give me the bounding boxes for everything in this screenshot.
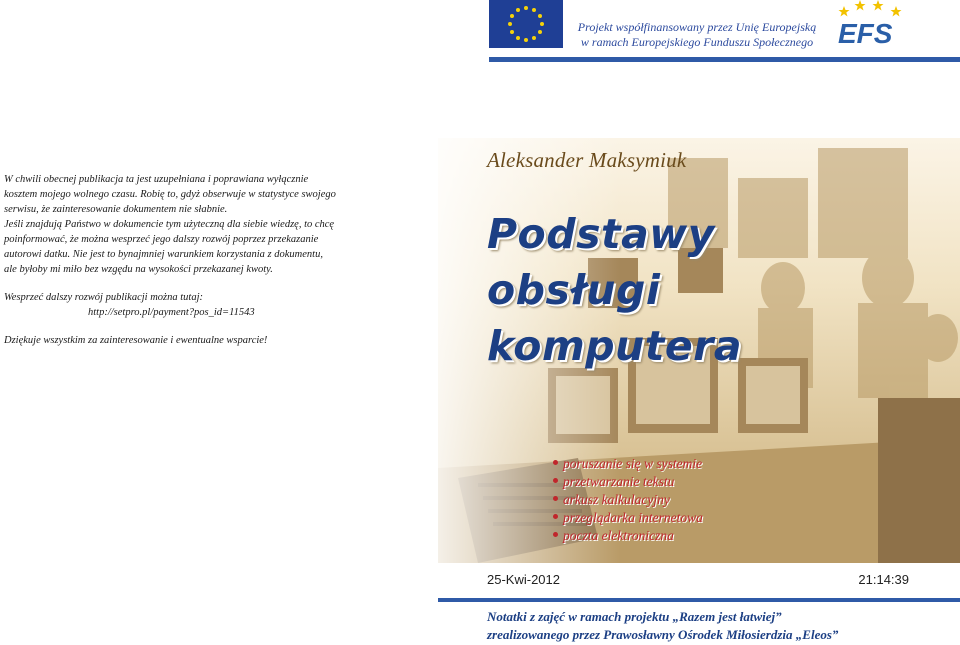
list-item [553,527,703,545]
bullet-icon [553,532,558,537]
notes-line2: zrealizowanego przez Prawosławny Ośrodek Miłosierdzia „Eleos” [487,627,839,642]
support-label: Wesprzeć dalszy rozwój publikacji można tutaj: [4,292,204,303]
book-title-line2: obsługi [487,266,661,314]
notice-text: serwisu, że zainteresowanie dokumentem nie słabnie. [4,204,228,215]
bullet-icon [553,496,558,501]
topic-label: poruszanie się w systemie [563,456,703,471]
list-item [553,509,703,527]
publication-time: 21:14:39 [858,572,909,587]
bullet-icon [553,514,558,519]
eu-stars-icon [489,0,563,48]
header-divider [489,57,960,62]
author-name: Aleksander Maksymiuk [487,148,687,172]
notice-text: autorowi datku. Nie jest to bynajmniej warunkiem korzystania z dokumentu, [4,249,323,260]
topic-label: arkusz kalkulacyjny [563,492,670,507]
topic-label: przetwarzanie tekstu [563,474,675,489]
notice-text: kosztem mojego wolnego czasu. Robię to, gdyż obserwuje w statystyce swojego [4,189,336,200]
efs-logo-text: EFS [838,18,893,49]
notice-text: poinformować, że można wesprzeć jego dalszy rozwój poprzez przekazanie [4,234,319,245]
book-title-line1: Podstawy [487,210,715,258]
bullet-icon [553,460,558,465]
notes-line1: Notatki z zajęć w ramach projektu „Razem jest łatwiej” [487,609,782,624]
book-title-line3: komputera [487,322,743,370]
eu-cofinancing-note [577,20,817,50]
footer-divider [438,598,960,602]
eu-note-line2: w ramach Europejskiego Funduszu Społecznego [580,35,814,49]
support-notice [4,172,354,348]
spacer [4,320,354,333]
eu-note-line1: Projekt współfinansowany przez Unię Europejską [577,20,817,34]
notice-text: W chwili obecnej publikacja ta jest uzupełniana i poprawiana wyłącznie [4,174,309,185]
eu-flag-logo [489,0,563,48]
notice-text: Jeśli znajdują Państwo w dokumencie tym użyteczną dla siebie wiedzę, to chcę [4,219,335,230]
topics-list [553,455,703,545]
topic-label: poczta elektroniczna [563,528,674,543]
topic-label: przeglądarka internetowa [563,510,703,525]
list-item [553,455,703,473]
publication-date: 25-Kwi-2012 [487,572,560,587]
bullet-icon [553,478,558,483]
list-item [553,473,703,491]
notice-text: ale byłoby mi miło bez wzgędu na wysokości przekazanej kwoty. [4,264,273,275]
spacer [4,277,354,290]
payment-link[interactable]: http://setpro.pl/payment?pos_id=11543 [88,307,255,318]
list-item [553,491,703,509]
thanks-text: Dziękuje wszystkim za zainteresowanie i ewentualne wsparcie! [4,335,268,346]
project-notes [487,608,838,644]
